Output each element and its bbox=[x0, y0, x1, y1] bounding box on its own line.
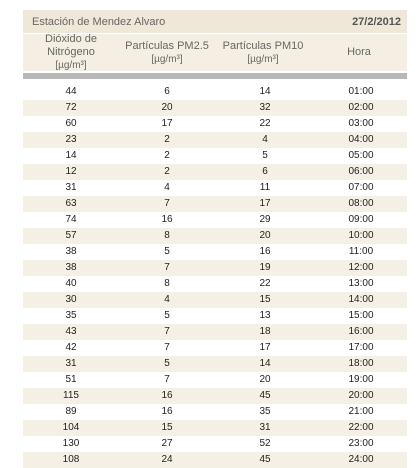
table-cell: 20:00 bbox=[315, 388, 407, 404]
table-cell: 31 bbox=[23, 356, 119, 372]
table-cell: 13:00 bbox=[348, 278, 374, 289]
column-label: Hora bbox=[347, 46, 371, 58]
table-cell: 15 bbox=[119, 420, 215, 436]
table-row bbox=[23, 340, 407, 356]
column-header-hour bbox=[311, 34, 407, 71]
table-cell: 35 bbox=[259, 406, 271, 417]
table-cell: 10:00 bbox=[315, 228, 407, 244]
column-header-no2 bbox=[23, 34, 119, 71]
table-cell: 104 bbox=[23, 420, 119, 436]
table-cell: 24 bbox=[119, 452, 215, 468]
table-cell: 16 bbox=[259, 246, 271, 257]
table-cell: 4 bbox=[215, 132, 315, 148]
column-unit: [µg/m³] bbox=[247, 53, 279, 65]
table-cell: 18 bbox=[215, 324, 315, 340]
station-name: Estación de Mendez Alvaro bbox=[32, 15, 166, 28]
table-cell: 17:00 bbox=[348, 342, 374, 353]
table-cell: 30 bbox=[23, 292, 119, 308]
station-date: 27/2/2012 bbox=[352, 15, 401, 28]
table-cell: 19 bbox=[215, 260, 315, 276]
table-cell: 38 bbox=[65, 246, 77, 257]
table-row bbox=[23, 372, 407, 388]
table-cell: 4 bbox=[164, 182, 170, 193]
table-cell: 4 bbox=[119, 292, 215, 308]
table-cell: 12:00 bbox=[315, 260, 407, 276]
table-cell: 12 bbox=[23, 164, 119, 180]
table-cell: 44 bbox=[65, 86, 77, 97]
table-row bbox=[23, 276, 407, 292]
table-cell: 15:00 bbox=[348, 310, 374, 321]
column-header-pm25 bbox=[119, 34, 215, 71]
table-cell: 17 bbox=[259, 342, 271, 353]
table-row bbox=[23, 84, 407, 100]
table-cell: 20 bbox=[259, 374, 271, 385]
table-cell: 16 bbox=[119, 388, 215, 404]
table-cell: 2 bbox=[164, 150, 170, 161]
table-cell: 04:00 bbox=[315, 132, 407, 148]
table-cell: 17 bbox=[215, 196, 315, 212]
table-cell: 17 bbox=[161, 118, 173, 129]
table-cell: 18:00 bbox=[315, 356, 407, 372]
table-cell: 23:00 bbox=[348, 438, 374, 449]
table-cell: 7 bbox=[119, 260, 215, 276]
table-row bbox=[23, 452, 407, 468]
table-cell: 8 bbox=[119, 228, 215, 244]
table-cell: 05:00 bbox=[348, 150, 374, 161]
table-row bbox=[23, 292, 407, 308]
table-row bbox=[23, 180, 407, 196]
table-cell: 8 bbox=[164, 278, 170, 289]
table-cell: 60 bbox=[65, 118, 77, 129]
table-cell: 14 bbox=[259, 86, 271, 97]
table-cell: 38 bbox=[23, 260, 119, 276]
table-row bbox=[23, 260, 407, 276]
table-cell: 43 bbox=[23, 324, 119, 340]
table-cell: 7 bbox=[164, 342, 170, 353]
table-cell: 22 bbox=[259, 278, 271, 289]
table-cell: 31 bbox=[65, 182, 77, 193]
table-row bbox=[23, 116, 407, 132]
table-cell: 31 bbox=[215, 420, 315, 436]
column-label: Dióxido de Nitrógeno bbox=[45, 33, 97, 58]
table-cell: 07:00 bbox=[348, 182, 374, 193]
table-cell: 27 bbox=[161, 438, 173, 449]
table-row bbox=[23, 164, 407, 180]
table-cell: 14:00 bbox=[315, 292, 407, 308]
table-row bbox=[23, 244, 407, 260]
table-cell: 20 bbox=[119, 100, 215, 116]
table-cell: 16:00 bbox=[315, 324, 407, 340]
table-row bbox=[23, 148, 407, 164]
table-cell: 32 bbox=[215, 100, 315, 116]
table-row bbox=[23, 100, 407, 116]
table-cell: 2 bbox=[119, 164, 215, 180]
table-cell: 23 bbox=[23, 132, 119, 148]
table-cell: 108 bbox=[23, 452, 119, 468]
table-row bbox=[23, 196, 407, 212]
column-unit: [µg/m³] bbox=[55, 60, 87, 71]
table-cell: 42 bbox=[65, 342, 77, 353]
table-cell: 52 bbox=[259, 438, 271, 449]
table-cell: 45 bbox=[215, 452, 315, 468]
table-cell: 13 bbox=[259, 310, 271, 321]
table-header bbox=[23, 34, 407, 71]
table-cell: 5 bbox=[119, 356, 215, 372]
table-cell: 35 bbox=[65, 310, 77, 321]
column-unit: [µg/m³] bbox=[151, 53, 183, 65]
table-cell: 16 bbox=[161, 214, 173, 225]
table-cell: 29 bbox=[259, 214, 271, 225]
table-cell: 22:00 bbox=[315, 420, 407, 436]
table-cell: 7 bbox=[119, 324, 215, 340]
table-cell: 14 bbox=[215, 356, 315, 372]
table-cell: 5 bbox=[164, 310, 170, 321]
table-row bbox=[23, 404, 407, 420]
table-row bbox=[23, 420, 407, 436]
station-header bbox=[23, 10, 407, 33]
table-cell: 40 bbox=[65, 278, 77, 289]
table-cell: 06:00 bbox=[315, 164, 407, 180]
column-label: Partículas PM10 bbox=[222, 39, 304, 52]
table-cell: 130 bbox=[62, 438, 80, 449]
table-cell: 115 bbox=[23, 388, 119, 404]
table-cell: 72 bbox=[23, 100, 119, 116]
table-cell: 15 bbox=[215, 292, 315, 308]
table-cell: 57 bbox=[23, 228, 119, 244]
table-cell: 74 bbox=[65, 214, 77, 225]
table-cell: 11:00 bbox=[348, 246, 374, 257]
table-cell: 11 bbox=[259, 182, 271, 193]
table-cell: 19:00 bbox=[348, 374, 374, 385]
column-header-pm10 bbox=[215, 34, 311, 71]
table-cell: 03:00 bbox=[348, 118, 374, 129]
column-label: Partículas PM2.5 bbox=[125, 39, 209, 52]
table-row bbox=[23, 388, 407, 404]
table-cell: 20 bbox=[215, 228, 315, 244]
air-quality-panel bbox=[23, 10, 407, 468]
table-cell: 08:00 bbox=[315, 196, 407, 212]
table-row bbox=[23, 212, 407, 228]
table-row bbox=[23, 228, 407, 244]
table-cell: 02:00 bbox=[315, 100, 407, 116]
measurements-table bbox=[23, 84, 407, 468]
table-cell: 21:00 bbox=[348, 406, 374, 417]
table-row bbox=[23, 308, 407, 324]
table-cell: 16 bbox=[161, 406, 173, 417]
table-cell: 45 bbox=[215, 388, 315, 404]
table-cell: 6 bbox=[215, 164, 315, 180]
table-cell: 14 bbox=[65, 150, 77, 161]
table-cell: 6 bbox=[164, 86, 170, 97]
table-cell: 24:00 bbox=[315, 452, 407, 468]
table-row bbox=[23, 356, 407, 372]
table-cell: 01:00 bbox=[348, 86, 374, 97]
table-cell: 2 bbox=[119, 132, 215, 148]
table-cell: 5 bbox=[164, 246, 170, 257]
table-cell: 09:00 bbox=[348, 214, 374, 225]
table-row bbox=[23, 132, 407, 148]
table-cell: 63 bbox=[23, 196, 119, 212]
table-cell: 22 bbox=[259, 118, 271, 129]
table-row bbox=[23, 436, 407, 452]
table-cell: 51 bbox=[65, 374, 77, 385]
table-cell: 7 bbox=[119, 196, 215, 212]
header-divider bbox=[23, 73, 407, 79]
table-cell: 89 bbox=[65, 406, 77, 417]
table-row bbox=[23, 324, 407, 340]
table-cell: 5 bbox=[262, 150, 268, 161]
table-cell: 7 bbox=[164, 374, 170, 385]
